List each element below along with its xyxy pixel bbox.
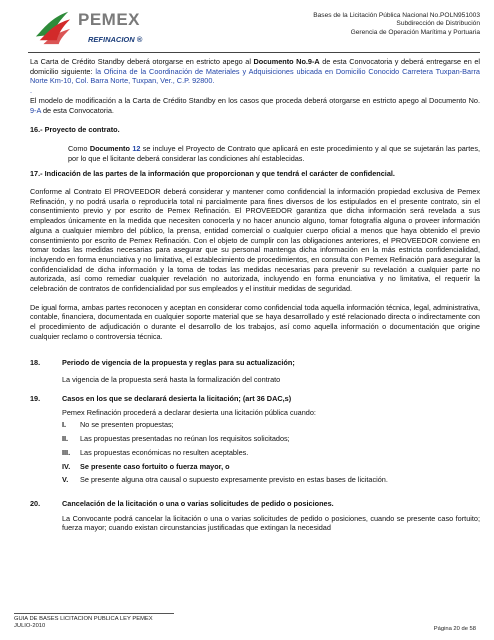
section-20-title: 20. Cancelación de la licitación o una o varias solicitudes de pedido o posiciones. bbox=[30, 498, 334, 508]
section-18-title: 18. Periodo de vigencia de la propuesta y reglas para su actualización; bbox=[30, 357, 295, 367]
section-19-list bbox=[30, 420, 480, 485]
header-line-3: Gerencia de Operación Marítima y Portuaria bbox=[350, 28, 480, 36]
pemex-logo bbox=[28, 6, 168, 50]
list-item: III. Las propuestas económicas no resulten aceptables. bbox=[62, 447, 249, 457]
list-item: V. Se presente alguna otra causal o supuesto expresamente previsto en estas bases de licitación. bbox=[62, 475, 388, 485]
section-17-paragraph-1: Conforme al Contrato El PROVEEDOR deberá considerar y mantener como confidencial la información propiedad exclusiva de Pemex Refinación, y no podrá usarla o reproducirla total ni parcialmente para fines diversos de los estipulados en el presente contrato, sin el consentimiento previo y por escrito de Pemex Refinación. El PROVEEDOR garantiza que dicha información será revelada a sus empleados únicamente en la medida que necesiten conocerla y no hacer anuncio alguno, tomar fotografía alguna o proveer información alguna a cualquier miembro del público, la prensa, entidad comercial o cualquier cuerpo oficial a menos que haya obtenido el previo consentimiento por escrito de Pemex Refinación. Con el objeto de cumplir con las obligaciones anteriores, el PROVEEDOR conviene en tomar todas las medidas necesarias para asegurar que su personal mantenga dicha información en la más estricta confidencialidad, incluyendo en forma enunciativa y no limitativa, el establecimiento de procedimientos, en consulta con Pemex Refinación para asegurar la confidencialidad de dicha información y la toma de todas las medidas necesarias para prevenir su revelación a cualquier parte no autorizada, así como remediar cualquier revelación no autorizada, incluyendo en forma enunciativa y no limitativa, el requerir la celebración de contratos de confidencialidad por sus empleados y el instituir medidas de seguridad. bbox=[30, 187, 480, 294]
section-19-title: 19. Casos en los que se declarará desierta la licitación; (art 36 DAC,s) bbox=[30, 393, 292, 403]
contract-document-number: 12 bbox=[132, 143, 141, 153]
header-line-1: Bases de la Licitación Pública Nacional No.POLN951003 bbox=[313, 12, 480, 19]
list-item: I. No se presenten propuestas; bbox=[62, 420, 174, 430]
list-item: II. Las propuestas presentadas no reúnan los requisitos solicitados; bbox=[62, 434, 290, 444]
footer-guide-title: GUIA DE BASES LICITACION PUBLICA LEY PEMEX bbox=[14, 616, 153, 622]
document-ref: Documento No.9-A bbox=[253, 57, 320, 66]
section-20-text: La Convocante podrá cancelar la licitación o una o varias solicitudes de pedido o posiciones, cuando se presente caso fortuito; fuerza mayor; cuando existan circunstancias justificadas que extingan la necesidad bbox=[62, 513, 480, 533]
header-line-2: Subdirección de Distribución bbox=[396, 20, 480, 28]
intro-paragraph-1: La Carta de Crédito Standby deberá otorgarse en estricto apego al Documento No.9-A de esta Convocatoria y deberá entregarse en el domicilio siguiente: la Oficina de la Coordinación de Materiales y Adquisiciones ubicada en Domicilio Conocido Carretera Tuxpan-Barra Norte Km-10, Col. Barra Norte, Tuxpan, Ver., C.P. 92800. . bbox=[30, 57, 480, 96]
logo-subtitle: REFINACION ® bbox=[88, 35, 143, 44]
intro-paragraph-2: El modelo de modificación a la Carta de Crédito Standby en los casos que proceda deberá otorgarse en estricto apego al Documento No. 9-A de esta Convocatoria. bbox=[30, 95, 480, 115]
document-ref-number: 9-A bbox=[30, 105, 41, 115]
pemex-eagle-icon bbox=[34, 8, 72, 46]
header-info bbox=[250, 12, 480, 37]
logo-name: PEMEX bbox=[78, 10, 141, 29]
list-item: IV. Se presente caso fortuito o fuerza mayor, o bbox=[62, 461, 230, 471]
footer-divider bbox=[14, 613, 174, 614]
section-17-title: 17.- Indicación de las partes de la información que proporcionan y que tendrá el carácter de confidencial. bbox=[30, 169, 395, 179]
delivery-address: la Oficina de la Coordinación de Materiales y Adquisiciones ubicada en Domicilio Conocido Carretera Tuxpan-Barra Norte Km-10, Col. Barra Norte, Tuxpan, Ver., C.P. 92800. bbox=[30, 66, 480, 86]
section-17-paragraph-2: De igual forma, ambas partes reconocen y aceptan en considerar como confidencial toda aquella información técnica, legal, administrativa, contable, financiera, documentada en cualquier soporte material que se haya desarrollado y esté relacionado directa o indirectamente con el procedimiento de adjudicación o durante el desarrollo de los trabajos, así como aquella información o documentación que origine cualquier reclamo o controversia técnica. bbox=[30, 302, 480, 341]
document-body bbox=[30, 57, 480, 533]
footer-left bbox=[14, 616, 153, 631]
section-18-text: La vigencia de la propuesta será hasta la formalización del contrato bbox=[62, 375, 281, 385]
section-19-intro: Pemex Refinación procederá a declarar desierta una licitación pública cuando: bbox=[62, 407, 316, 417]
footer-date: JULIO-2010 bbox=[14, 623, 46, 630]
page-number: Página 20 de 58 bbox=[433, 626, 476, 632]
section-16-title: 16.- Proyecto de contrato. bbox=[30, 125, 120, 135]
header-divider bbox=[28, 52, 480, 53]
section-16-text: Como Documento 12 se incluye el Proyecto de Contrato que aplicará en este procedimiento y al que se sujetarán las partes, por lo que el licitante deberá considerar las condiciones ahí establecidas. bbox=[68, 143, 480, 163]
